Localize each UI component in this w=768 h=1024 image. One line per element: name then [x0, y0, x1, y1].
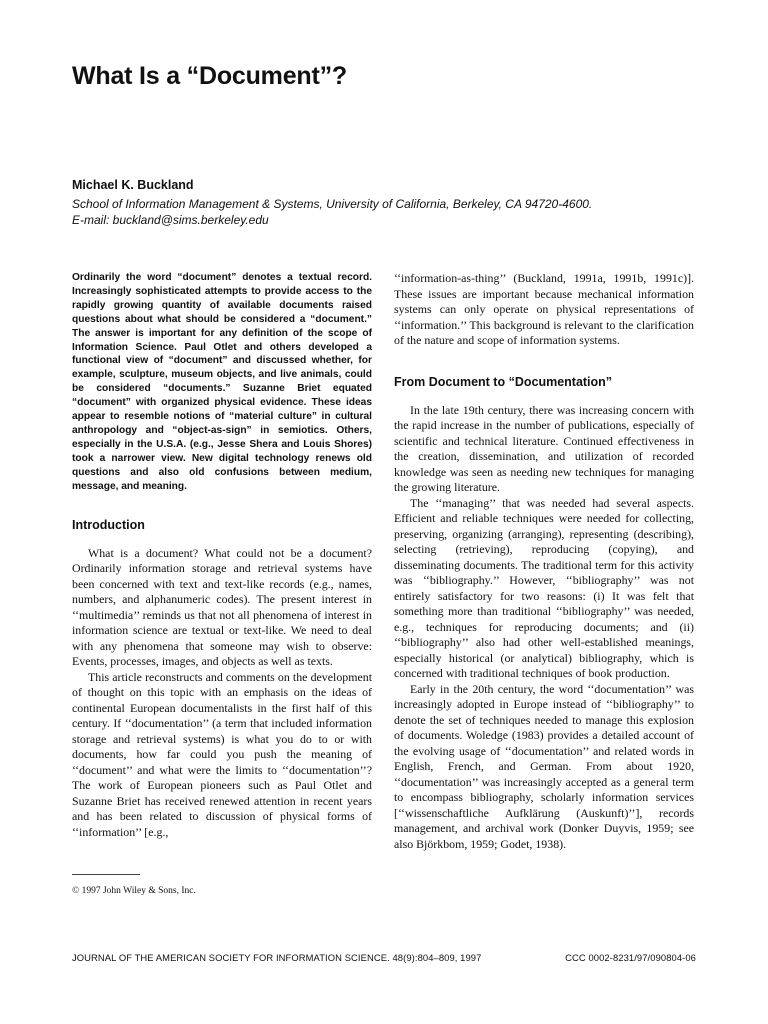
author-email: E-mail: buckland@sims.berkeley.edu	[72, 213, 269, 227]
copyright-footnote: © 1997 John Wiley & Sons, Inc.	[72, 886, 196, 896]
documentation-paragraph-3: Early in the 20th century, the word ‘‘documentation’’ was increasingly adopted in Europe instead of ‘‘bibliography’’ to denote the set of techniques needed to manage this explosion of documents. Woledge (1983) provides a detailed account of the evolving usage of ‘‘documentation’’ and related words in English, French, and German. From about 1920, ‘‘documentation’’ was increasingly accepted as a general term to encompass bibliography, scholarly information services [‘‘wissenschaftliche Aufklärung (Auskunft)’’], records management, and archival work (Donker Duyvis, 1959; see also Björkbom, 1959; Godet, 1938).	[394, 681, 694, 851]
documentation-paragraph-1: In the late 19th century, there was increasing concern with the rapid increase in the number of publications, especially of scientific and technical literature. Continued effectiveness in the creation, dissemination, and utilization of recorded knowledge was seen as needing new techniques for managing the growing literature.	[394, 402, 694, 494]
section-heading-introduction: Introduction	[72, 517, 145, 532]
ccc-code-footer: CCC 0002-8231/97/090804-06	[565, 952, 696, 963]
author-name: Michael K. Buckland	[72, 178, 194, 192]
left-column	[72, 271, 372, 840]
author-affiliation-block	[72, 196, 712, 228]
intro-paragraph-1: What is a document? What could not be a document? Ordinarily information storage and retrieval systems have been concerned with text and text-like records (e.g., names, numbers, and alphanumeric codes). The present interest in ‘‘multimedia’’ reminds us that not all phenomena of interest in information science are textual or text-like. We need to deal with any phenomena that someone may wish to observe: Events, processes, images, and objects as well as texts.	[72, 545, 372, 668]
author-affiliation: School of Information Management & Systems, University of California, Berkeley, CA 94720-4600.	[72, 197, 593, 211]
article-title: What Is a “Document”?	[72, 62, 347, 90]
right-column	[394, 271, 694, 852]
abstract: Ordinarily the word “document” denotes a textual record. Increasingly sophisticated attempts to provide access to the rapidly growing quantity of available documents raised questions about what should be considered a “document.” The answer is important for any definition of the scope of Information Science. Paul Otlet and others developed a functional view of “document” and discussed whether, for example, sculpture, museum objects, and live animals, could be considered “documents.” Suzanne Briet equated “document” with organized physical evidence. These ideas appear to resemble notions of “material culture” in cultural anthropology and “object-as-sign” in semiotics. Others, especially in the U.S.A. (e.g., Jesse Shera and Louis Shores) took a narrower view. New digital technology renews old questions and also old confusions between medium, message, and meaning.	[72, 272, 372, 492]
section-heading-documentation: From Document to “Documentation”	[394, 374, 613, 389]
journal-citation-footer: JOURNAL OF THE AMERICAN SOCIETY FOR INFORMATION SCIENCE. 48(9):804–809, 1997	[72, 952, 482, 963]
intro-paragraph-continuation: ‘‘information-as-thing’’ (Buckland, 1991a, 1991b, 1991c)]. These issues are important because mechanical information systems can only operate on physical representations of ‘‘information.’’ This background is relevant to the clarification of the nature and scope of information systems.	[394, 271, 694, 347]
documentation-paragraph-2: The ‘‘managing’’ that was needed had several aspects. Efficient and reliable techniques were needed for collecting, preserving, organizing (arranging), representing (describing), selecting (retrieving), reproducing (copying), and disseminating documents. The traditional term for this activity was ‘‘bibliography.’’ However, ‘‘bibliography’’ was not entirely satisfactory for two reasons: (i) It was felt that something more than traditional ‘‘bibliography’’ was needed, e.g., techniques for reproducing documents; and (ii) ‘‘bibliography’’ also had other well-established meanings, especially historical (or analytical) bibliography, which is concerned with traditional techniques of book production.	[394, 495, 694, 680]
footnote-divider	[72, 874, 140, 875]
intro-paragraph-2: This article reconstructs and comments on the development of thought on this topic with an emphasis on the ideas of continental European documentalists in the first half of this century. If ‘‘documentation’’ (a term that included information storage and retrieval systems) is what you do to or with documents, how far could you push the meaning of ‘‘document’’ and what were the limits to ‘‘documentation’’? The work of European pioneers such as Paul Otlet and Suzanne Briet has received renewed attention in recent years and has been related to discussion of physical forms of ‘‘information’’ [e.g.,	[72, 669, 372, 839]
